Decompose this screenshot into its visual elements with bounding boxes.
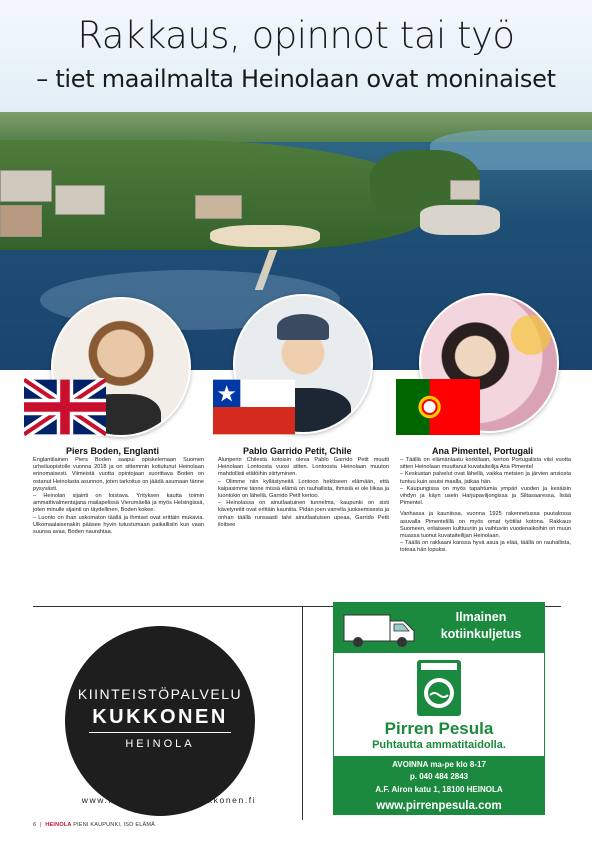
harbour-square: [420, 205, 500, 235]
paragraph: – Luonto on ihan uskomaton täällä ja ihmiset ovat erittäin mukavia. Ulkomaalaisenakin pääsee hyvin tutustumaan paikallisiin kun vaan suunsa avaa, Boden naurahtaa.: [33, 514, 204, 536]
paragraph: – Täällä on rakkaani kanssa hyvä asua ja elää, täällä on rauhallista, toteaa hän lopuksi.: [400, 540, 571, 554]
paragraph: Vanhassa ja kauniissa, vuonna 1925 rakennetussa puutalossa asuvalla Pimentelillä on myös omat työtilat kotona. Rakkaus Suomeen, erilaiseen kulttuuriin ja vaihtuviin vuodenaikoihin on muun muassa tuonut kuvataiteilijan Heinolaan.: [400, 511, 571, 540]
article-column: [400, 457, 571, 555]
kukkonen-url[interactable]: www.kiinteistopalvelukukkonen.fi: [81, 795, 257, 805]
footer-brand: HEINOLA: [45, 822, 72, 828]
divider: [302, 607, 303, 820]
article-column: [33, 457, 204, 536]
logo-rule: [89, 732, 231, 733]
ad-bottom-band: [334, 756, 544, 814]
portugal-flag: [396, 378, 480, 436]
ad-business-name: Pirren Pesula: [384, 719, 494, 738]
ad-slogan: Puhtautta ammatitaidolla.: [372, 739, 506, 751]
beanie: [277, 314, 329, 340]
building: [450, 180, 480, 200]
ad-phone: p. 040 484 2843: [409, 772, 469, 781]
pirren-pesula-ad: [333, 602, 545, 815]
page-subtitle: – tiet maailmalta Heinolaan ovat moninaiset: [36, 65, 556, 93]
van-icon: [342, 611, 418, 649]
building: [55, 185, 105, 215]
logo-line-3: HEINOLA: [125, 738, 195, 750]
page-number: 6: [33, 822, 37, 828]
page-footer: 6 | HEINOLA PIENI KAUPUNKI, ISO ELÄMÄ: [33, 822, 155, 828]
ad-hours: AVOINNA ma-pe klo 8-17: [392, 760, 486, 769]
washing-machine-icon: [416, 659, 462, 717]
chile-flag: [213, 379, 295, 435]
beach: [210, 225, 320, 247]
paragraph: – Täällä on elämänlaatu korkillaan, kertoo Portugalista viisi vuotta sitten Heinolaan muuttanut kuvataiteilija Ana Pimentel: [400, 457, 571, 471]
footer-tagline: PIENI KAUPUNKI, ISO ELÄMÄ: [73, 822, 155, 828]
paragraph: – Heinolassa on ainutlaatuinen tunnelma, kaupunki on sisti kävelyreitit ovat erittäin kauniita. Pidän joen varrella juoksemisesta ja onhan täällä runsaasti talvi ainutlaatuisen upeaa, Garrido Petit iloitsee: [218, 500, 389, 528]
building: [195, 195, 242, 219]
person-name: Ana Pimentel, Portugali: [432, 446, 534, 456]
paragraph: – Kaupungissa on myös tapahtumia ympäri vuoden ja kesäisin vihdyn ja käyn usein Harjupaviljongissa ja Siltasaaressa, lisää Pimentel.: [400, 485, 571, 507]
ad-headline: Ilmainen kotiinkuljetus: [440, 610, 522, 641]
page-title: Rakkaus, opinnot tai työ: [77, 14, 515, 57]
kukkonen-logo: [65, 626, 255, 816]
logo-line-2: KUKKONEN: [92, 706, 228, 728]
person-name: Pablo Garrido Petit, Chile: [243, 446, 352, 456]
building: [0, 205, 42, 237]
paragraph: Englantilainen Piers Boden saapui opiskelemaan Suomen urheiluopistolle vuonna 2018 ja on sittemmin kotiutunut Heinolaan erinomaisesti. Viimeistä vuotta opintojaan suorittava Boden on ostanut Heinolasta asunnon, joten tarkoitus on jäädä asumaan tänne pysyvästi.: [33, 457, 204, 492]
ad-url[interactable]: www.pirrenpesula.com: [376, 800, 502, 812]
paragraph: – Olimme niin kyllästyneitä Lontoon hektiseen elämään, että kaipasimme tänne missä elämä on rauhallista, ihmisiä ei ole liikaa ja luontokin on lähellä, Garrido Petit kertoo.: [218, 478, 389, 500]
paragraph: – Keskustan palvelut ovat lähellä, vaikka metsien ja järvien ansiosta tuntuu kuin asuisi maalla, jatkaa hän.: [400, 471, 571, 485]
person-name: Piers Boden, Englanti: [66, 446, 160, 456]
paragraph: – Heinolan sijainti on loistava. Yrityksen kautta toimin ammattivalmentajana mailapelissä Vierumäellä ja myös Helsingissä, joten minulle sijainti on täydellinen, Boden kokee.: [33, 493, 204, 514]
decor: [511, 315, 551, 355]
logo-line-1: KIINTEISTÖPALVELU: [77, 686, 243, 702]
article-column: [218, 457, 389, 529]
ad-address: A.F. Airon katu 1, 18100 HEINOLA: [375, 785, 503, 794]
paragraph: Alunperin Chilestä kotoisin oleva Pablo Garrido Petit muutti Heinolaan Lontoosta vuosi sitten. Lontoosta Heinolaan muuton mahdollisti etätöihin siirtyminen.: [218, 457, 389, 478]
building: [0, 170, 52, 202]
united-kingdom-flag: [24, 378, 106, 436]
ad-top-band: [334, 603, 544, 653]
